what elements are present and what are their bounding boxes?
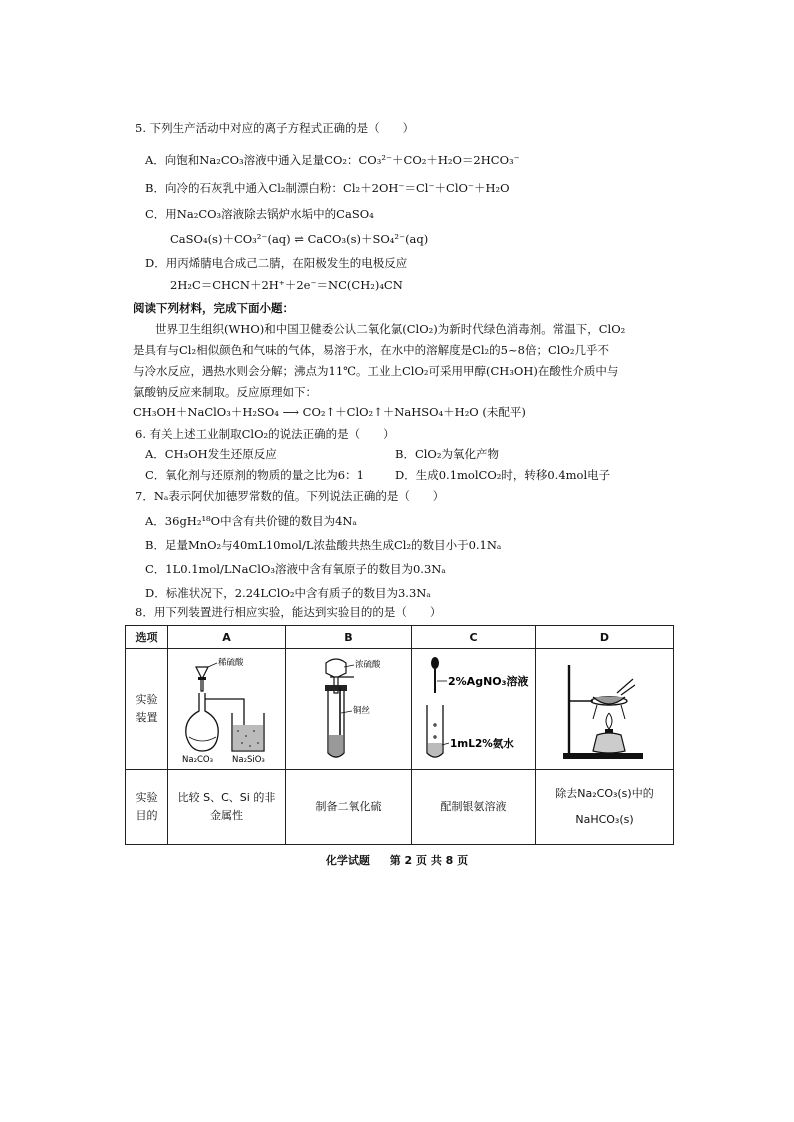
row-label-apparatus: [126, 649, 168, 770]
q5-option-c: C．用Na₂CO₃溶液除去锅炉水垢中的CaSO₄: [145, 207, 374, 221]
apparatus-a-drawing: [172, 653, 282, 765]
q7-stem: 7．Nₐ表示阿伏加德罗常数的值。下列说法正确的是（ ）: [135, 489, 445, 503]
reading-line-1: 世界卫生组织(WHO)和中国卫健委公认二氧化氯(ClO₂)为新时代绿色消毒剂。常温下，ClO₂: [155, 322, 626, 336]
apparatus-a-label-top: 稀硫酸: [217, 658, 244, 668]
q5-option-c-equation: CaSO₄(s)＋CO₃²⁻(aq) ⇌ CaCO₃(s)＋SO₄²⁻(aq): [170, 232, 429, 246]
footer-subject: 化学试题: [325, 854, 370, 867]
q7-option-b: B．足量MnO₂与40mL10mol/L浓盐酸共热生成Cl₂的数目小于0.1Nₐ: [145, 538, 502, 552]
reading-heading: 阅读下列材料，完成下面小题：: [133, 301, 294, 315]
q7-option-a: A．36gH₂¹⁸O中含有共价键的数目为4Nₐ: [145, 514, 357, 528]
q5-option-d: D．用丙烯腈电合成己二腈，在阳极发生的电极反应: [145, 256, 408, 270]
apparatus-d: [536, 649, 674, 770]
purpose-d: [536, 770, 674, 845]
q6-option-b: B．ClO₂为氧化产物: [395, 447, 499, 461]
purpose-a-line1: 比较 S、C、Si 的非: [177, 791, 276, 804]
table-row-apparatus: [126, 649, 674, 770]
row-label-purpose-line2: 目的: [135, 809, 158, 822]
header-a: A: [168, 626, 286, 649]
table-header-row: [126, 626, 674, 649]
purpose-d-line1: 除去Na₂CO₃(s)中的: [555, 787, 654, 800]
apparatus-c-drawing: [415, 653, 533, 765]
purpose-a: [168, 770, 286, 845]
apparatus-d-drawing: [545, 653, 665, 765]
q8-stem: 8．用下列装置进行相应实验，能达到实验目的的是（ ）: [135, 605, 442, 619]
experiment-table: [125, 625, 674, 845]
reading-line-2: 是具有与Cl₂相似颜色和气味的气体，易溶于水，在水中的溶解度是Cl₂的5~8倍；ClO₂几乎不: [133, 343, 609, 357]
apparatus-c-label-bottom: 1mL2%氨水: [449, 738, 514, 750]
row-label-apparatus-line2: 装置: [135, 711, 158, 724]
purpose-b: 制备二氧化硫: [286, 770, 412, 845]
apparatus-b-label-top: 浓硫酸: [354, 660, 381, 670]
row-label-purpose: [126, 770, 168, 845]
row-label-purpose-line1: 实验: [135, 791, 158, 804]
apparatus-b-label-mid: 铜丝: [352, 706, 370, 716]
apparatus-a-label-left: Na₂CO₃: [181, 755, 213, 765]
reading-line-3: 与冷水反应，遇热水则会分解；沸点为11℃。工业上ClO₂可采用甲醇(CH₃OH)在酸性介质中与: [133, 364, 619, 378]
header-b: B: [286, 626, 412, 649]
apparatus-c-label-top: 2%AgNO₃溶液: [447, 675, 528, 688]
apparatus-a-label-right: Na₂SiO₃: [231, 755, 265, 765]
reading-line-4: 氯酸钠反应来制取。反应原理如下：: [133, 385, 317, 399]
q7-option-d: D．标准状况下，2.24LClO₂中含有质子的数目为3.3Nₐ: [145, 586, 431, 600]
reading-equation: CH₃OH＋NaClO₃＋H₂SO₄ ⟶ CO₂↑＋ClO₂↑＋NaHSO₄＋H₂O (未配平): [133, 405, 526, 419]
q7-option-c: C．1L0.1mol/LNaClO₃溶液中含有氧原子的数目为0.3Nₐ: [145, 562, 446, 576]
q5-option-a: A．向饱和Na₂CO₃溶液中通入足量CO₂：CO₃²⁻＋CO₂＋H₂O＝2HCO₃⁻: [145, 153, 520, 167]
page-footer: [0, 852, 794, 868]
header-c: C: [412, 626, 536, 649]
row-label-apparatus-line1: 实验: [135, 693, 158, 706]
apparatus-b-drawing: [294, 653, 404, 765]
q5-stem: 5. 下列生产活动中对应的离子方程式正确的是（ ）: [135, 121, 415, 135]
q6-stem: 6. 有关上述工业制取ClO₂的说法正确的是（ ）: [135, 427, 395, 441]
q6-option-c: C．氧化剂与还原剂的物质的量之比为6：1: [145, 468, 364, 482]
table-row-purpose: [126, 770, 674, 845]
purpose-c: 配制银氨溶液: [412, 770, 536, 845]
q6-option-a: A．CH₃OH发生还原反应: [145, 447, 277, 461]
header-option: 选项: [126, 626, 168, 649]
q6-option-d: D．生成0.1molCO₂时，转移0.4mol电子: [395, 468, 611, 482]
header-d: D: [536, 626, 674, 649]
apparatus-a: [168, 649, 286, 770]
apparatus-c: [412, 649, 536, 770]
q5-option-b: B．向冷的石灰乳中通入Cl₂制漂白粉：Cl₂＋2OH⁻＝Cl⁻＋ClO⁻＋H₂O: [145, 181, 510, 195]
footer-page-number: 第 2 页 共 8 页: [389, 854, 469, 867]
apparatus-b: [286, 649, 412, 770]
purpose-d-line2: NaHCO₃(s): [575, 813, 634, 826]
purpose-a-line2: 金属性: [210, 809, 243, 822]
q5-option-d-equation: 2H₂C＝CHCN＋2H⁺＋2e⁻＝NC(CH₂)₄CN: [170, 278, 403, 292]
